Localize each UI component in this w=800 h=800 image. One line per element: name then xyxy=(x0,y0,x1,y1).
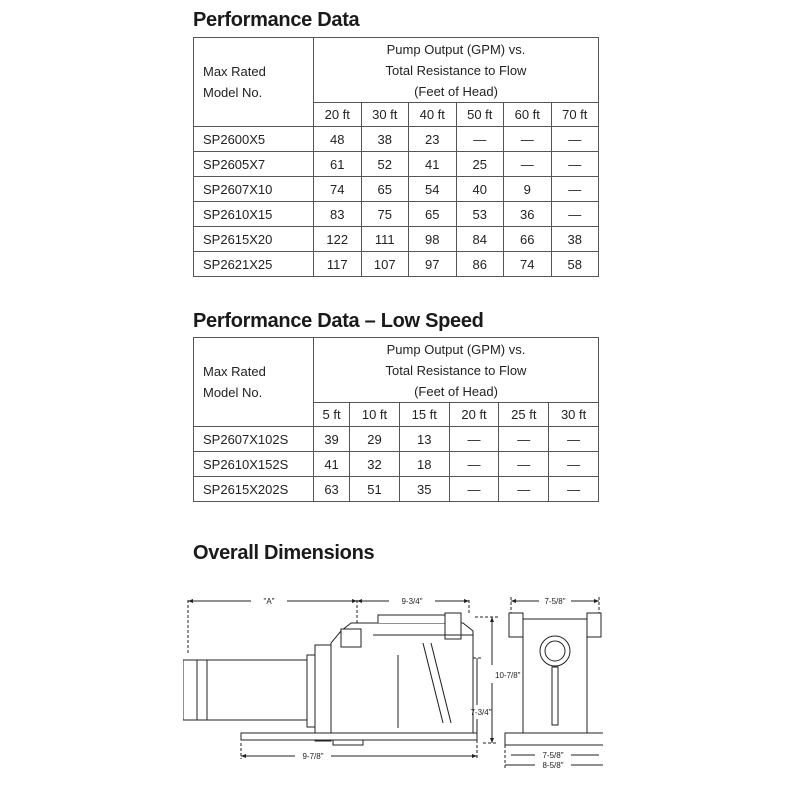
value-cell: 86 xyxy=(456,252,504,277)
value-cell: 29 xyxy=(350,427,400,452)
value-cell: 117 xyxy=(314,252,362,277)
value-cell: — xyxy=(551,152,599,177)
column-header: 15 ft xyxy=(399,403,449,427)
value-cell: — xyxy=(551,127,599,152)
value-cell: 84 xyxy=(456,227,504,252)
value-cell: 58 xyxy=(551,252,599,277)
output-header-line: Total Resistance to Flow xyxy=(385,62,527,78)
column-header: 50 ft xyxy=(456,103,504,127)
value-cell: 74 xyxy=(504,252,552,277)
value-cell: 54 xyxy=(409,177,457,202)
table-row xyxy=(194,152,599,177)
value-cell: 25 xyxy=(456,152,504,177)
column-header: 30 ft xyxy=(361,103,409,127)
value-cell: 39 xyxy=(314,427,350,452)
dimensions-title: Overall Dimensions xyxy=(193,542,375,564)
value-cell: 38 xyxy=(361,127,409,152)
value-cell: — xyxy=(551,177,599,202)
output-header xyxy=(314,38,599,103)
value-cell: 18 xyxy=(399,452,449,477)
value-cell: 48 xyxy=(314,127,362,152)
model-cell: SP2610X15 xyxy=(194,202,314,227)
value-cell: 74 xyxy=(314,177,362,202)
column-header: 70 ft xyxy=(551,103,599,127)
performance-table xyxy=(193,37,599,277)
value-cell: — xyxy=(504,152,552,177)
value-cell: — xyxy=(499,452,549,477)
model-cell: SP2621X25 xyxy=(194,252,314,277)
value-cell: — xyxy=(499,427,549,452)
table-row xyxy=(194,252,599,277)
value-cell: — xyxy=(551,202,599,227)
dim-a-label: "A" xyxy=(263,597,275,606)
table-row xyxy=(194,227,599,252)
value-cell: 83 xyxy=(314,202,362,227)
value-cell: 41 xyxy=(314,452,350,477)
model-cell: SP2615X202S xyxy=(194,477,314,502)
output-header-line: Pump Output (GPM) vs. xyxy=(386,341,526,357)
column-header: 40 ft xyxy=(409,103,457,127)
value-cell: 66 xyxy=(504,227,552,252)
value-cell: — xyxy=(549,452,599,477)
value-cell: — xyxy=(504,127,552,152)
motor-body xyxy=(183,660,307,720)
value-cell: 53 xyxy=(456,202,504,227)
value-cell: 40 xyxy=(456,177,504,202)
value-cell: — xyxy=(499,477,549,502)
dim-end-total-label: 8-5/8" xyxy=(542,761,564,770)
output-header-line: (Feet of Head) xyxy=(414,383,498,399)
value-cell: 65 xyxy=(409,202,457,227)
model-header-line: Max Rated xyxy=(203,364,266,379)
table-row xyxy=(194,202,599,227)
value-cell: 65 xyxy=(361,177,409,202)
value-cell: 52 xyxy=(361,152,409,177)
column-header: 10 ft xyxy=(350,403,400,427)
model-header-line: Max Rated xyxy=(203,64,266,79)
value-cell: — xyxy=(549,427,599,452)
dim-height-inlet-label: 7-3/4" xyxy=(470,708,492,717)
value-cell: 98 xyxy=(409,227,457,252)
model-cell: SP2605X7 xyxy=(194,152,314,177)
model-cell: SP2610X152S xyxy=(194,452,314,477)
value-cell: 13 xyxy=(399,427,449,452)
output-header-line: Pump Output (GPM) vs. xyxy=(386,41,526,57)
performance-title: Performance Data xyxy=(193,9,360,31)
value-cell: 23 xyxy=(409,127,457,152)
low-speed-table xyxy=(193,337,599,502)
value-cell: 63 xyxy=(314,477,350,502)
value-cell: 35 xyxy=(399,477,449,502)
value-cell: 51 xyxy=(350,477,400,502)
value-cell: 36 xyxy=(504,202,552,227)
dim-base-label: 9-7/8" xyxy=(302,752,324,761)
pump-dimension-drawing xyxy=(183,583,603,775)
output-header xyxy=(314,338,599,403)
column-header: 5 ft xyxy=(314,403,350,427)
model-cell: SP2607X10 xyxy=(194,177,314,202)
strainer-lid xyxy=(378,615,451,623)
table-row xyxy=(194,427,599,452)
model-header-line: Model No. xyxy=(203,85,263,100)
dim-end-base-label: 7-5/8" xyxy=(542,751,564,760)
column-header: 30 ft xyxy=(549,403,599,427)
value-cell: — xyxy=(449,452,499,477)
output-header-line: (Feet of Head) xyxy=(414,83,498,99)
pump-base xyxy=(241,733,477,740)
table-row xyxy=(194,477,599,502)
value-cell: — xyxy=(449,427,499,452)
table-row xyxy=(194,127,599,152)
value-cell: — xyxy=(549,477,599,502)
value-cell: — xyxy=(456,127,504,152)
model-cell: SP2607X102S xyxy=(194,427,314,452)
value-cell: 111 xyxy=(361,227,409,252)
end-view-base xyxy=(505,733,603,745)
value-cell: 122 xyxy=(314,227,362,252)
value-cell: 75 xyxy=(361,202,409,227)
output-header-line: Total Resistance to Flow xyxy=(385,362,527,378)
column-header: 60 ft xyxy=(504,103,552,127)
value-cell: 41 xyxy=(409,152,457,177)
value-cell: — xyxy=(449,477,499,502)
low-speed-title: Performance Data – Low Speed xyxy=(193,310,484,332)
model-cell: SP2600X5 xyxy=(194,127,314,152)
model-header-line: Model No. xyxy=(203,385,263,400)
value-cell: 32 xyxy=(350,452,400,477)
model-cell: SP2615X20 xyxy=(194,227,314,252)
column-header: 25 ft xyxy=(499,403,549,427)
table-row xyxy=(194,177,599,202)
dim-end-top-label: 7-5/8" xyxy=(544,597,566,606)
value-cell: 38 xyxy=(551,227,599,252)
model-header xyxy=(194,338,314,427)
table-row xyxy=(194,452,599,477)
column-header: 20 ft xyxy=(314,103,362,127)
column-header: 20 ft xyxy=(449,403,499,427)
value-cell: 107 xyxy=(361,252,409,277)
model-header xyxy=(194,38,314,127)
dim-top-label: 9-3/4" xyxy=(401,597,423,606)
value-cell: 61 xyxy=(314,152,362,177)
dim-height-total-label: 10-7/8" xyxy=(495,671,521,680)
value-cell: 9 xyxy=(504,177,552,202)
value-cell: 97 xyxy=(409,252,457,277)
